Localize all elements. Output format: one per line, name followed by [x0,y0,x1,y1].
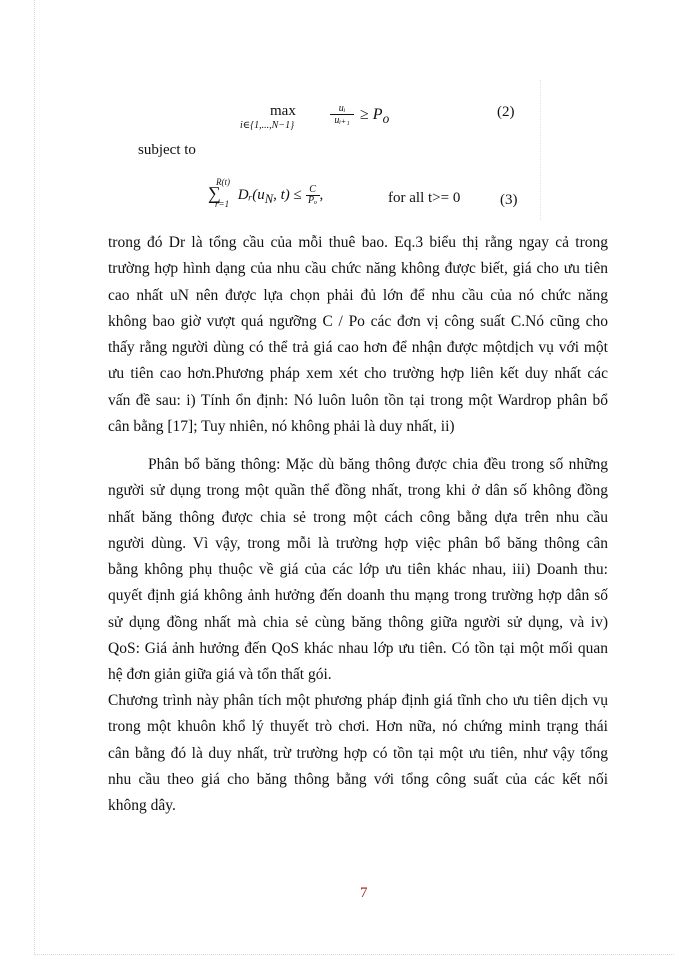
inequality [360,106,389,127]
sum-body-start: Dᵣ(u [237,187,265,203]
text-line: không dây. [108,797,176,815]
text-line: ưu tiên cao hơn.Phương pháp xem xét cho trường hợp liên kết duy nhất các [108,365,608,383]
fraction-denominator: uᵢ₊₁ [334,115,350,126]
sum-operator [208,177,234,209]
subject-to-label: subject to [138,142,196,158]
paragraph-1 [108,230,608,440]
equation-number-3: (3) [500,192,518,208]
capacity-numerator: C [306,185,320,196]
text-line: QoS: Giá ảnh hưởng đến QoS khác nhau lớp ưu tiên. Có tồn tại một mối quan [108,640,608,658]
text-line: nhất băng thông được chia sẻ trong một cách công bằng dựa trên nhu cầu [108,508,608,526]
text-line: Phân bổ băng thông: Mặc dù băng thông được chia đều trong số những [148,456,608,473]
paragraph-2 [108,452,608,689]
text-line: bằng không phụ thuộc về giá của các lớp ưu tiên khác nhau, iii) Doanh thu: [108,561,608,579]
page-number: 7 [360,885,368,901]
capacity-denominator: Pₒ [308,195,318,207]
sum-lower-limit: r=1 [215,199,230,209]
paragraph-3 [108,688,608,819]
sum-symbol: ∑ [208,183,221,203]
text-line: thấy rằng người dùng có thể trả giá cao hơn để nhận được mộtdịch vụ với một [108,339,608,357]
text-line: quyết định giá không ảnh hưởng đến doanh thu mạng trong trường hợp dân số [108,587,608,605]
text-line: người sử dụng trong một quần thể đồng nhất, trong khi ở dân số không đồng [108,482,608,500]
text-line: cân bằng đó là duy nhất, trừ trường hợp có tồn tại một ưu tiên, như vậy tổng [108,744,608,762]
text-line: cao nhất uN nên được lựa chọn phải đủ lớn để nhu cầu của nó chức năng [108,286,608,304]
sum-body-end: , t) ≤ [273,187,302,203]
text-line: Chương trình này phân tích một phương pháp định giá tĩnh cho ưu tiên dịch vụ [108,692,608,709]
fraction-numerator: uᵢ [330,103,354,115]
equation-condition: for all t>= 0 [388,190,461,206]
margin-rule [540,80,541,220]
text-line: sử dụng đồng nhất mà chia sẻ cùng băng thông giữa người sử dụng, và iv) [108,613,608,631]
rhs-symbol: P [372,106,383,123]
capacity-fraction [306,185,320,206]
sum-body-subscript: N [264,192,274,206]
sum-body [237,187,302,206]
text-line: trong đó Dr là tổng cầu của mỗi thuê bao. Eq.3 biểu thị rằng ngay cả trong [108,234,608,251]
equation-3 [208,177,461,209]
relation-symbol: ≥ [360,106,369,123]
rhs-subscript: o [382,111,390,127]
text-line: nhu cầu theo giá cho băng thông bằng với tổng công suất của các kết nối [108,770,608,788]
max-subscript: i∈{1,...,N−1} [240,120,295,131]
text-line: cân bằng [17]; Tuy nhiên, nó không phải là duy nhất, ii) [108,418,455,436]
text-line: vấn đề sau: i) Tính ổn định: Nó luôn luôn tồn tại trong một Wardrop phân bổ [108,391,608,409]
equation-number-2: (2) [497,104,515,120]
equation-comma: , [319,187,324,203]
text-line: người dùng. Vì vậy, trong mỗi là trường hợp việc phân bổ băng thông cân [108,534,608,552]
ratio-fraction [330,103,354,126]
text-line: trường hợp hình dạng của nhu cầu chức năng không được biết, giá cho ưu tiên [108,260,608,278]
max-word: max [270,103,296,119]
text-line: hệ đơn giản giữa giá và tổn thất gói. [108,666,332,684]
sum-upper-limit: R(t) [216,177,230,187]
text-line: trong một khuôn khổ lý thuyết trò chơi. Hơn nữa, nó chứng minh trạng thái [108,718,608,736]
text-line: không bao giờ vượt quá ngưỡng C / Po các đơn vị công suất C.Nó cũng cho [108,312,608,330]
